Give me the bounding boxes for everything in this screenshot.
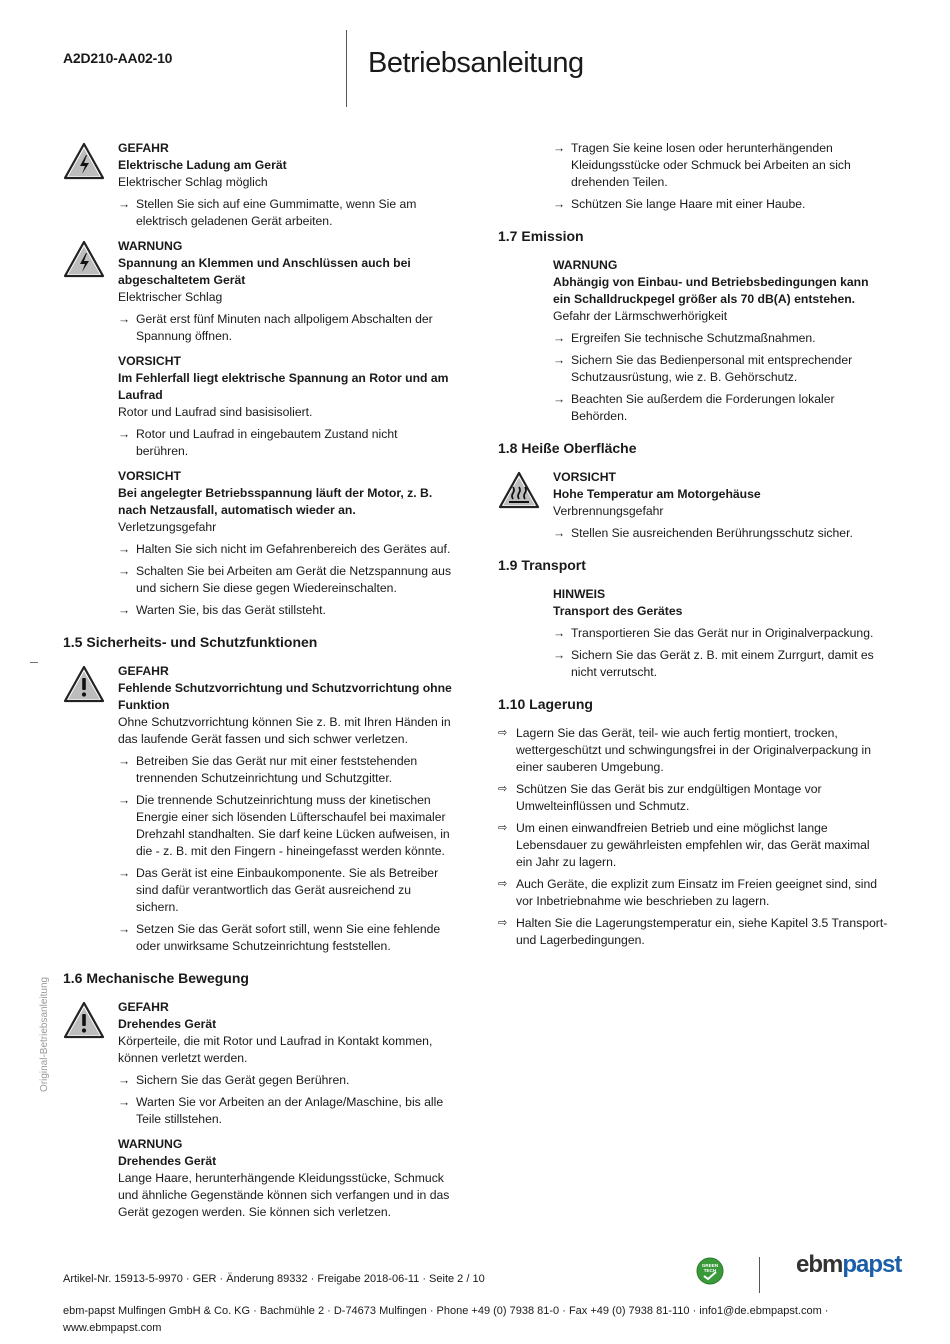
arrow-icon: → (553, 526, 566, 540)
notice-effect: Körperteile, die mit Rotor und Laufrad in Kontakt kommen, können verletzt werden. (118, 1034, 433, 1065)
notice-step: → Ergreifen Sie technische Schutzmaßnahmen. (553, 331, 816, 345)
notice-step: → Die trennende Schutzeinrichtung muss der kinetischen Energie einer sich lösenden Lüfterschaufel bei maximaler Drehzahl standhalten. Sie darf keine Lücken aufweisen, in die - z. B. mit den Fingern - hineingefasst werden könnte. (118, 793, 450, 858)
arrow-icon: → (553, 626, 566, 640)
notice-level: GEFAHR (118, 664, 169, 678)
section-title-1-10: 1.10 Lagerung (498, 696, 593, 712)
notice-step: → Warten Sie vor Arbeiten an der Anlage/Maschine, bis alle Teile stillstehen. (118, 1095, 444, 1126)
safety-notice-electric-charge (63, 140, 453, 230)
notice-headline: Hohe Temperatur am Motorgehäuse (553, 487, 761, 501)
badge-text-top: GREEN (701, 1263, 719, 1268)
arrow-icon: → (118, 312, 131, 326)
safety-notice-noise (498, 257, 888, 425)
logo-divider (759, 1257, 760, 1293)
safety-notice-terminal-voltage (63, 238, 453, 345)
entanglement-steps-continued (498, 140, 888, 213)
arrow-icon: → (118, 922, 131, 936)
notice-step: → Beachten Sie außerdem die Forderungen lokaler Behörden. (553, 392, 835, 423)
notice-step: → Stellen Sie sich auf eine Gummimatte, wenn Sie am elektrisch geladenen Gerät arbeiten. (118, 197, 417, 228)
notice-effect: Elektrischer Schlag möglich (118, 175, 268, 189)
notice-level: VORSICHT (118, 354, 181, 368)
safety-notice-missing-guard (63, 663, 453, 955)
header-divider (346, 30, 347, 107)
list-item: ⇨ Um einen einwandfreien Betrieb und eine möglichst lange Lebensdauer zu gewährleisten empfehlen wir, das Gerät maximal ein Jahr zu lagern. (498, 821, 870, 869)
right-column (498, 140, 888, 954)
notice-step: → Betreiben Sie das Gerät nur mit einer feststehenden trennenden Schutzeinrichtung und Schutzgitter. (118, 754, 418, 785)
notice-effect: Rotor und Laufrad sind basisisoliert. (118, 405, 313, 419)
pointer-arrow-icon: ⇨ (498, 727, 508, 739)
notice-step: → Sichern Sie das Gerät gegen Berühren. (118, 1073, 350, 1087)
arrow-icon: → (553, 353, 566, 367)
section-title-1-6: 1.6 Mechanische Bewegung (63, 970, 249, 986)
notice-level: WARNUNG (118, 239, 183, 253)
notice-effect: Gefahr der Lärmschwerhörigkeit (553, 309, 728, 323)
section-title-1-7: 1.7 Emission (498, 228, 584, 244)
arrow-icon: → (118, 427, 131, 441)
notice-headline: Spannung an Klemmen und Anschlüssen auch bei abgeschaltetem Gerät (118, 256, 411, 287)
left-column (63, 140, 453, 1229)
electric-hazard-icon (63, 142, 105, 180)
notice-effect: Verbrennungsgefahr (553, 504, 664, 518)
arrow-icon: → (553, 648, 566, 662)
storage-list (498, 725, 888, 949)
notice-level: VORSICHT (118, 469, 181, 483)
notice-headline: Drehendes Gerät (118, 1154, 217, 1168)
margin-mark (30, 662, 38, 663)
footer-company-info: ebm-papst Mulfingen GmbH & Co. KG · Bachmühle 2 · D-74673 Mulfingen · Phone +49 (0) 7938 81-0 · Fax +49 (0) 7938 81-110 · info1@de.ebmpapst.com · www.ebmpapst.com (63, 1305, 829, 1334)
arrow-icon: → (118, 603, 131, 617)
electric-hazard-icon (63, 240, 105, 278)
pointer-arrow-icon: ⇨ (498, 783, 508, 795)
notice-step: → Warten Sie, bis das Gerät stillsteht. (118, 603, 326, 617)
document-model-number: A2D210-AA02-10 (63, 50, 173, 66)
notice-transport (498, 586, 888, 681)
arrow-icon: → (118, 542, 131, 556)
notice-level: HINWEIS (553, 587, 606, 601)
arrow-icon: → (118, 754, 131, 768)
list-item: ⇨ Auch Geräte, die explizit zum Einsatz im Freien geeignet sind, sind vor Inbetriebnahme wie beschrieben zu lagern. (498, 877, 878, 908)
notice-step: → Schalten Sie bei Arbeiten am Gerät die Netzspannung aus und sichern Sie diese gegen Wiedereinschalten. (118, 564, 452, 595)
arrow-icon: → (118, 793, 131, 807)
green-tech-badge-icon (696, 1257, 724, 1285)
document-title: Betriebsanleitung (368, 47, 584, 79)
notice-level: WARNUNG (553, 258, 618, 272)
arrow-icon: → (118, 197, 131, 211)
arrow-icon: → (553, 392, 566, 406)
notice-level: GEFAHR (118, 1000, 169, 1014)
notice-step: → Tragen Sie keine losen oder herunterhängenden Kleidungsstücke oder Schmuck bei Arbeiten an sich drehenden Teilen. (553, 141, 851, 189)
notice-step: → Schützen Sie lange Haare mit einer Haube. (553, 197, 806, 211)
notice-step: → Stellen Sie ausreichenden Berührungsschutz sicher. (553, 526, 853, 540)
safety-notice-auto-restart (63, 468, 453, 619)
sidebar-label: Original-Betriebsanleitung (39, 976, 50, 1092)
notice-effect: Verletzungsgefahr (118, 520, 217, 534)
safety-notice-rotor-voltage (63, 353, 453, 460)
section-title-1-8: 1.8 Heiße Oberfläche (498, 440, 637, 456)
notice-level: VORSICHT (553, 470, 616, 484)
safety-notice-rotating-device (63, 999, 453, 1128)
safety-notice-entanglement (63, 1136, 453, 1221)
list-item: ⇨ Lagern Sie das Gerät, teil- wie auch fertig montiert, trocken, wettergeschützt und schwingungsfrei in der Originalverpackung in einer sauberen Umgebung. (498, 726, 871, 774)
footer-article-info: Artikel-Nr. 15913-5-9970 · GER · Änderung 89332 · Freigabe 2018-06-11 · Seite 2 / 10 (63, 1273, 485, 1285)
arrow-icon: → (553, 141, 566, 155)
notice-step: → Sichern Sie das Bedienpersonal mit entsprechender Schutzausrüstung, wie z. B. Gehörschutz. (553, 353, 853, 384)
notice-step: → Rotor und Laufrad in eingebautem Zustand nicht berühren. (118, 427, 398, 458)
arrow-icon: → (553, 197, 566, 211)
notice-step: → Transportieren Sie das Gerät nur in Originalverpackung. (553, 626, 874, 640)
ebmpapst-logo: ebmpapst (796, 1251, 902, 1278)
notice-headline: Drehendes Gerät (118, 1017, 217, 1031)
notice-level: GEFAHR (118, 141, 169, 155)
safety-notice-hot-surface (498, 469, 888, 542)
arrow-icon: → (553, 331, 566, 345)
arrow-icon: → (118, 1095, 131, 1109)
notice-step: → Sichern Sie das Gerät z. B. mit einem Zurrgurt, damit es nicht verrutscht. (553, 648, 874, 679)
notice-headline: Abhängig von Einbau- und Betriebsbedingungen kann ein Schalldruckpegel größer als 70 dB(A) entstehen. (553, 275, 869, 306)
pointer-arrow-icon: ⇨ (498, 878, 508, 890)
list-item: ⇨ Halten Sie die Lagerungstemperatur ein, siehe Kapitel 3.5 Transport- und Lagerbedingungen. (498, 916, 888, 947)
notice-step: → Gerät erst fünf Minuten nach allpoligem Abschalten der Spannung öffnen. (118, 312, 433, 343)
notice-effect: Elektrischer Schlag (118, 290, 223, 304)
notice-headline: Elektrische Ladung am Gerät (118, 158, 287, 172)
notice-step: → Setzen Sie das Gerät sofort still, wenn Sie eine fehlende oder unwirksame Schutzeinrichtung feststellen. (118, 922, 441, 953)
notice-headline: Bei angelegter Betriebsspannung läuft der Motor, z. B. nach Netzausfall, automatisch wieder an. (118, 486, 433, 517)
notice-headline: Im Fehlerfall liegt elektrische Spannung an Rotor und am Laufrad (118, 371, 449, 402)
notice-headline: Transport des Gerätes (553, 604, 683, 618)
badge-text-bottom: TECH (703, 1268, 717, 1273)
notice-headline: Fehlende Schutzvorrichtung und Schutzvorrichtung ohne Funktion (118, 681, 452, 712)
arrow-icon: → (118, 1073, 131, 1087)
notice-step: → Halten Sie sich nicht im Gefahrenbereich des Gerätes auf. (118, 542, 451, 556)
list-item: ⇨ Schützen Sie das Gerät bis zur endgültigen Montage vor Umwelteinflüssen und Schmutz. (498, 782, 822, 813)
notice-step: → Das Gerät ist eine Einbaukomponente. Sie als Betreiber sind dafür verantwortlich das Gerät ausreichend zu sichern. (118, 866, 439, 914)
arrow-icon: → (118, 564, 131, 578)
pointer-arrow-icon: ⇨ (498, 917, 508, 929)
section-title-1-9: 1.9 Transport (498, 557, 586, 573)
notice-effect: Ohne Schutzvorrichtung können Sie z. B. mit Ihren Händen in das laufende Gerät fassen und sich schwer verletzen. (118, 715, 451, 746)
hot-surface-icon (498, 471, 540, 509)
notice-effect: Lange Haare, herunterhängende Kleidungsstücke, Schmuck und ähnliche Gegenstände können sich verfangen und in das Gerät gezogen werden. Sie können sich verletzen. (118, 1171, 450, 1219)
notice-level: WARNUNG (118, 1137, 183, 1151)
pointer-arrow-icon: ⇨ (498, 822, 508, 834)
warning-exclamation-icon (63, 665, 105, 703)
section-title-1-5: 1.5 Sicherheits- und Schutzfunktionen (63, 634, 318, 650)
arrow-icon: → (118, 866, 131, 880)
warning-exclamation-icon (63, 1001, 105, 1039)
